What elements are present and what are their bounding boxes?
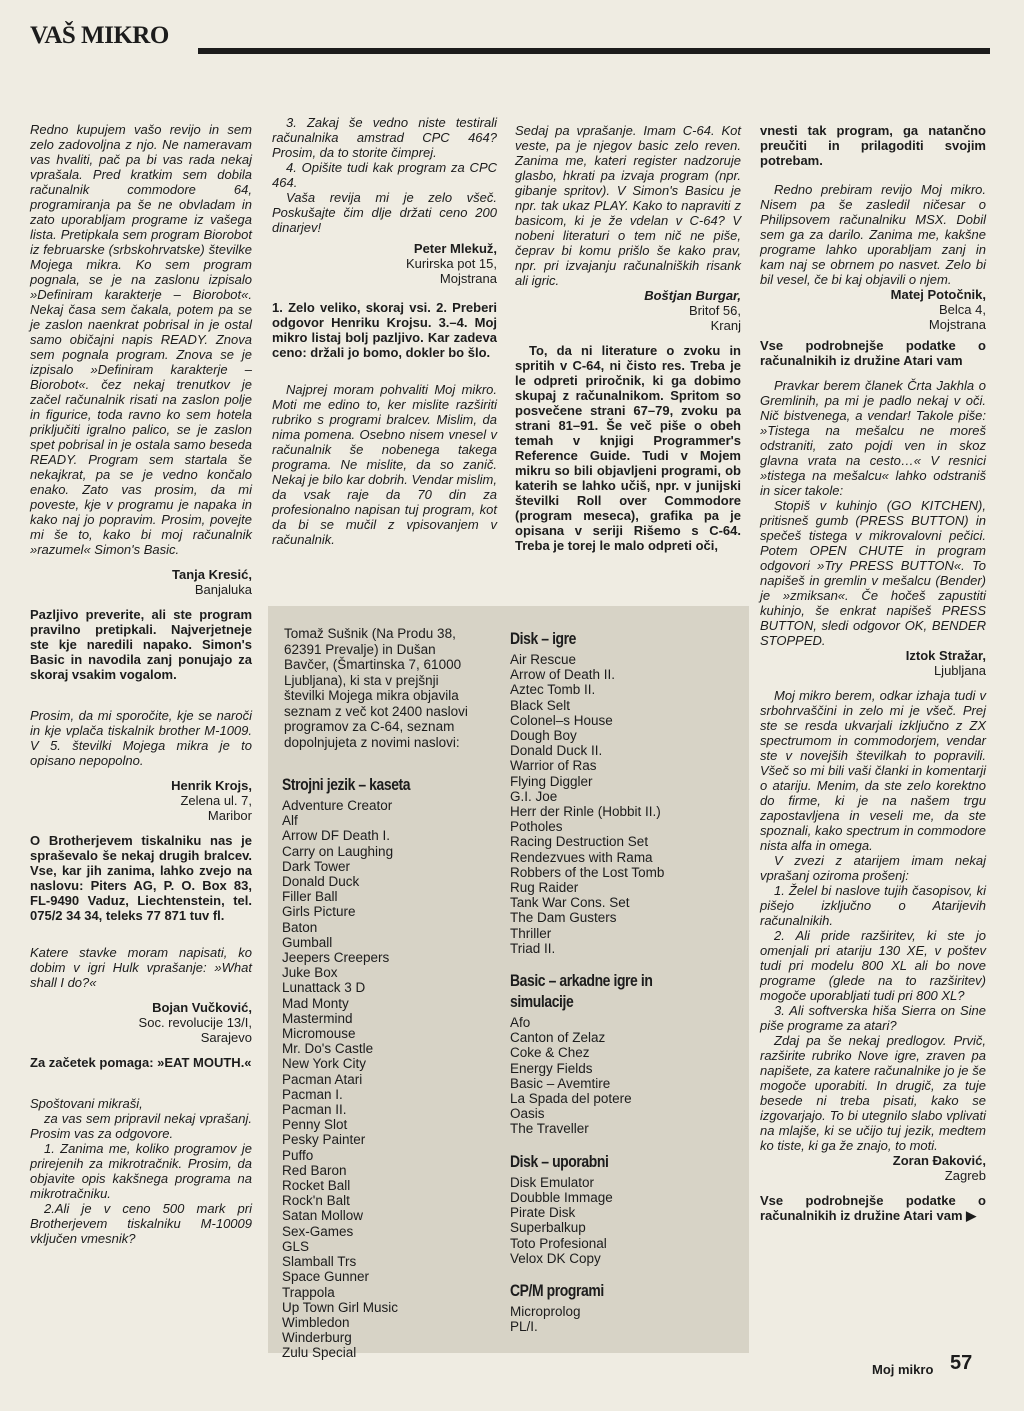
letter-signature: [30, 778, 252, 823]
section-heading: Disk – uporabni: [510, 1151, 609, 1171]
author-name: Henrik Krojs,: [171, 778, 252, 793]
list-item: Oasis: [510, 1106, 545, 1122]
list-item: Gumball: [282, 934, 333, 950]
editor-answer: Za začetek pomaga: »EAT MOUTH.«: [30, 1055, 252, 1070]
list-item: Pacman I.: [282, 1086, 343, 1102]
list-item: Colonel–s House: [510, 712, 613, 728]
letter-text: V zvezi z atarijem imam nekaj vprašanj oziroma prošenj:: [760, 853, 986, 883]
letter-text: 3. Ali softverska hiša Sierra on Sine piše programe za atari?: [760, 1003, 986, 1033]
author-street: Kurirska pot 15,: [405, 256, 497, 271]
editor-answer: 1. Zelo veliko, skoraj vsi. 2. Preberi odgovor Henriku Krojsu. 3.–4. Moj mikro listaj bolj pazljivo. Kar zadeva ceno: držali jo bomo, dokler bo šlo.: [272, 300, 497, 360]
list-item: Pacman II.: [282, 1102, 347, 1118]
list-item: Basic – Avemtire: [510, 1075, 611, 1091]
list-item: Alf: [282, 813, 298, 829]
author-city: Kranj: [710, 318, 741, 333]
letter-text: 4. Opišite tudi kak program za CPC 464.: [272, 160, 497, 190]
list-item: Arrow of Death II.: [510, 667, 616, 683]
list-item: Toto Profesional: [510, 1235, 607, 1251]
column-2: [272, 115, 497, 557]
list-item: Herr der Rinle (Hobbit II.): [510, 804, 661, 820]
letter-text: Najprej moram pohvaliti Moj mikro. Moti me edino to, ker mislite razširiti rubriko s programi bralcev. Mislim, da nima pomena. Osebno nisem vnesel v računalnik še nobenega takega programa. Ne mislite, da so zanič. Nekaj je bilo kar dobrih. Vendar mislim, da vsak raje da 70 din za profesionalno napisan tuj program, kot da bi se mučil z vpisovanjem v računalnik.: [272, 382, 497, 547]
list-item: Robbers of the Lost Tomb: [510, 864, 665, 880]
section-heading: Basic – arkadne igre in simulacije: [510, 971, 653, 1012]
list-item: Rocket Ball: [282, 1178, 351, 1194]
author-name: Matej Potočnik,: [890, 287, 986, 302]
author-name: Iztok Stražar,: [905, 648, 986, 663]
list-item: Rug Raider: [510, 880, 579, 896]
list-item: Triad II.: [510, 940, 556, 956]
list-item: Winderburg: [282, 1330, 352, 1346]
list-item: Racing Destruction Set: [510, 834, 649, 850]
letter-signature: [30, 1000, 252, 1045]
letter-text: Vaša revija mi je zelo všeč. Poskušajte čim dlje držati ceno 200 dinarjev!: [272, 190, 497, 235]
list-item: Arrow DF Death I.: [282, 828, 391, 844]
list-item: GLS: [282, 1238, 310, 1254]
letter-text: 3. Zakaj še vedno niste testirali računalnika amstrad CPC 464? Prosim, da to storite čimprej.: [272, 115, 497, 160]
list-item: Satan Mollow: [282, 1208, 364, 1224]
list-item: Baton: [282, 919, 318, 935]
letter-text: Prosim, da mi sporočite, kje se naroči in kje vplača tiskalnik brother M-1009. V 5. številki Mojega mikra je to opisano nepopolno.: [30, 708, 252, 768]
letter-text: Redno prebiram revijo Moj mikro. Nisem pa še zasledil ničesar o Philipsovem računalniku MSX. Dobil sem ga za darilo. Zanima me, kakšne programe lahko uporabljam zanj in kam naj se obrnem po nasvet. Zelo bi bil vesel, če bi kaj objavili o njem.: [760, 182, 986, 287]
list-item: Donald Duck II.: [510, 743, 603, 759]
list-item: Slamball Trs: [282, 1254, 357, 1270]
author-name: Zoran Đaković,: [892, 1153, 986, 1168]
list-item: Canton of Zelaz: [510, 1030, 606, 1046]
list-item: Wimbledon: [282, 1314, 350, 1330]
page-number: 57: [950, 1352, 973, 1374]
answer-text: Vse podrobnejše podatke o računalnikih iz družine Atari vam: [760, 1193, 986, 1223]
editor-answer: O Brotherjevem tiskalniku nas je spraševalo še nekaj drugih bralcev. Vse, kar jih zanima, lahko zvejo na naslovu: Piters AG, P. O. Box 83, FL-9490 Vaduz, Liechtenstein, tel. 075/2 34 34, teleks 77 871 tuv fl.: [30, 833, 252, 923]
column-4: [760, 123, 986, 1223]
list-item: Sex-Games: [282, 1223, 354, 1239]
letter-text: Moj mikro berem, odkar izhaja tudi v srbohrvaščini in zelo mi je všeč. Prej ste se resda ukvarjali izključno z ZX spectrumom in commodorjem, vendar ste v novejših številkah to popravili. Všeč so mi bili vaši članki in komentarji o atariju. Menim, da ste zelo korektno do firme, ki je na našem trgu zapostavljena in veseli me, da ste spoznali, kako spectrum in commodore nista alfa in omega.: [760, 688, 986, 853]
author-street: Soc. revolucije 13/I,: [138, 1015, 252, 1030]
list-item: Space Gunner: [282, 1269, 370, 1285]
column-1: [30, 122, 252, 1246]
letter-text: Pravkar berem članek Črta Jakhla o Gremlinih, pa mi je padlo nekaj v oči. Nič bistvenega, a vendar! Takole piše: »Tistega na mešalcu ne moreš odstraniti, zato pojdi ven in skoz glavna vrata na cesto…« V resnici »tistega na mešalcu« lahko odstraniš in sicer takole:: [760, 378, 986, 498]
list-item: Mastermind: [282, 1010, 353, 1026]
author-city: Mojstrana: [439, 271, 497, 286]
list-item: Lunattack 3 D: [282, 980, 366, 996]
list-item: Jeepers Creepers: [282, 950, 390, 966]
list-item: Mad Monty: [282, 995, 349, 1011]
list-item: Mr. Do's Castle: [282, 1041, 374, 1057]
box-intro: Tomaž Sušnik (Na Produ 38, 62391 Prevalje) in Dušan Bavčer, (Šmartinska 7, 61000 Ljubljana), ki sta v prejšnji številki Mojega mikra objavila seznam z več kot 2400 naslovi programov za C-64, seznam dopolnjujeta z novimi naslovi:: [284, 626, 468, 750]
list-item: Rendezvues with Rama: [510, 849, 653, 865]
letter-text: 2. Ali pride razširitev, ki ste jo omenjali pri atariju 130 XE, v poštev tudi pri modelu 800 XL ali bo nove programe (glede na to razširitev) mogoče uporabljati tudi pri 800 XL?: [760, 928, 986, 1003]
letter-text: Stopiš v kuhinjo (GO KITCHEN), pritisneš gumb (PRESS BUTTON) in spečeš tistega v mikrovalovni pečici. Potem OPEN CHUTE in program odgovori »Try PRESS BUTTON«. To napišeš in gremlin v mešalcu (Bender) je »zmiksan«. Če hočeš zapustiti kuhinjo, še enkrat napišeš PRESS BUTTON, sledi odgovor OK, BENDER STOPPED.: [760, 498, 986, 648]
list-item: Tank War Cons. Set: [510, 895, 630, 911]
list-item: Filler Ball: [282, 889, 338, 905]
list-item: Coke & Chez: [510, 1045, 590, 1061]
header-rule: [198, 48, 990, 54]
list-item: Pirate Disk: [510, 1205, 576, 1221]
author-city: Maribor: [207, 808, 252, 823]
list-item: Aztec Tomb II.: [510, 682, 596, 698]
letter-signature: [760, 287, 986, 332]
author-street: Belca 4,: [939, 302, 986, 317]
list-item: Rock'n Balt: [282, 1193, 350, 1209]
author-name: Tanja Kresić,: [172, 567, 252, 582]
letter-text: 2.Ali je v ceno 500 mark pri Brotherjevem tiskalniku M-10009 vključen vmesnik?: [30, 1201, 252, 1246]
letter-signature: [515, 288, 741, 333]
list-item: Donald Duck: [282, 874, 360, 890]
list-item: La Spada del potere: [510, 1091, 632, 1107]
list-item: Dough Boy: [510, 728, 577, 744]
editor-answer: vnesti tak program, ga natančno preučiti in prilagoditi svojim potrebam.: [760, 123, 986, 168]
letter-text: Redno kupujem vašo revijo in sem zelo zadovoljna z njo. Ne nameravam vas hvaliti, pač pa bi vas rada nekaj vprašala. Pred kratkim sem dobila računalnik commodore 64, programiranja pa še ne obvladam in zato uporabljam programe iz vašega lista. Pretipkala sem program Biorobot iz februarske (srbskohrvatske) številke Mojega mikra. Ko sem program pognala, se je na zaslonu izpisalo »Definiram karakterje – Biorobot«. Nekaj časa sem čakala, potem pa se je zaslon naenkrat pobrisal in je ostal samo običajni napis READY. Znova sem pognala program. Znova se je izpisalo »Definiram karakterje – Biorobot«. čez nekaj trenutkov je začel računalnik risati na zaslon polje in figurice, toda ravno ko sem hotela priključiti igralno palico, se je zaslon spet pobrisal in je ostala samo beseda READY. Program sem startala še nekajkrat, pa se je vedno končalo enako. Zato vas prosim, da mi poveste, kje v programu je napaka in kako naj jo popravim. Prosim, povejte mi še to, kako bi moj računalnik »razumel« Simon's Basic.: [30, 122, 252, 557]
list-item: Air Rescue: [510, 652, 577, 667]
list-item: The Dam Gusters: [510, 910, 617, 926]
author-city: Mojstrana: [928, 317, 986, 332]
section-heading: Strojni jezik – kaseta: [282, 775, 411, 794]
list-item: Energy Fields: [510, 1060, 593, 1076]
list-item: New York City: [282, 1056, 367, 1072]
list-item: Thriller: [510, 925, 552, 941]
box-right-column: [510, 628, 740, 1334]
list-item: Potholes: [510, 819, 563, 835]
list-item: Afo: [510, 1015, 531, 1031]
program-list: [510, 1175, 740, 1266]
author-street: Britof 56,: [688, 303, 741, 318]
list-item: Microprolog: [510, 1303, 581, 1319]
list-item: Penny Slot: [282, 1117, 348, 1133]
section-heading: CP/M programi: [510, 1280, 604, 1300]
letter-text: Sedaj pa vprašanje. Imam C-64. Kot veste, pa je njegov basic zelo reven. Zanima me, kateri register nadzoruje glasbo, hkrati pa izvaja program (npr. gibanje spritov). V Simon's Basicu je npr. tak ukaz PLAY. Kako to napraviti z basicom, ki je že vdelan v C-64? V nobeni literaturi o tem nič ne piše, čeprav bi komu prišlo še kako prav, npr. pri izvajanju računalniških risank ali igric.: [515, 123, 741, 288]
letter-signature: [30, 567, 252, 597]
letter-signature: [760, 1153, 986, 1183]
list-item: Superbalkup: [510, 1220, 586, 1236]
author-city: Ljubljana: [933, 663, 986, 678]
list-item: Pesky Painter: [282, 1132, 366, 1148]
list-item: Up Town Girl Music: [282, 1299, 399, 1315]
list-item: Girls Picture: [282, 904, 356, 920]
author-name: Boštjan Burgar,: [644, 288, 741, 303]
letter-text: Katere stavke moram napisati, ko dobim v igri Hulk vprašanje: »What shall I do?«: [30, 945, 252, 990]
list-item: G.I. Joe: [510, 788, 558, 804]
box-left-column: [282, 768, 482, 1361]
list-item: Juke Box: [282, 965, 338, 981]
letter-text: za vas sem pripravil nekaj vprašanj. Prosim vas za odgovore.: [30, 1111, 252, 1141]
editor-answer: To, da ni literature o zvoku in spritih v C-64, ni čisto res. Treba je le odpreti priročnik, ki ga dobimo skupaj z računalnikom. Spritom so posvečene strani 67–79, zvoku pa strani 81–91. Še več piše o obeh temah v knjigi Programmer's Reference Guide. Tudi v Mojem mikru so bili objavljeni programi, ob katerih se lahko učiš, npr. v junijski številki Roll over Commodore (program meseca), grafika pa je opisana v seriji Rišemo s C-64. Treba je torej le malo odpreti oči,: [515, 343, 741, 553]
list-item: Black Selt: [510, 697, 571, 713]
list-item: Disk Emulator: [510, 1174, 595, 1190]
section-heading: Disk – igre: [510, 629, 577, 648]
letter-text: Spoštovani mikraši,: [30, 1096, 143, 1111]
author-name: Bojan Vučković,: [152, 1000, 252, 1015]
editor-answer: [760, 1193, 986, 1223]
list-item: Flying Diggler: [510, 773, 593, 789]
program-list: [282, 798, 482, 1361]
letter-signature: [272, 241, 497, 286]
column-3: [515, 123, 741, 563]
arrow-right-icon: ▶: [966, 1208, 977, 1223]
author-street: Zelena ul. 7,: [180, 793, 252, 808]
list-item: Micromouse: [282, 1026, 356, 1042]
list-item: Red Baron: [282, 1162, 347, 1178]
list-item: Warrior of Ras: [510, 758, 597, 774]
program-list: [510, 652, 740, 956]
author-city: Sarajevo: [200, 1030, 252, 1045]
list-item: Dark Tower: [282, 858, 351, 874]
list-item: Pacman Atari: [282, 1071, 363, 1087]
list-item: The Traveller: [510, 1121, 589, 1137]
section-title: VAŠ MIKRO: [30, 22, 169, 49]
editor-answer: Pazljivo preverite, ali ste program pravilno pretipkali. Najverjetneje ste kje naredili napako. Simon's Basic in navodila zanj ponujajo za skoraj vsakim vogalom.: [30, 607, 252, 682]
letter-signature: [760, 648, 986, 678]
author-city: Zagreb: [944, 1168, 986, 1183]
letter-text: Zdaj pa še nekaj predlogov. Prvič, razširite rubriko Nove igre, zraven pa napišete, za katere računalnike jo je še mogoče uporabiti. In drugič, za tuje besede ni treba pisati, kako se izgovarjajo. To bi utegnilo slabo vplivati na mlajše, ki se učijo tuj jezik, medtem ko tiste, ki ga že znajo, to moti.: [760, 1033, 986, 1153]
list-item: Doubble Immage: [510, 1189, 613, 1205]
letter-text: 1. Zanima me, koliko programov je prirejenih za mikrotračnik. Prosim, da objavite opis kakšnega programa na mikrotračniku.: [30, 1141, 252, 1201]
list-item: Trappola: [282, 1284, 335, 1300]
editor-answer: Vse podrobnejše podatke o računalnikih iz družine Atari vam: [760, 338, 986, 368]
footer-magazine: Moj mikro: [872, 1362, 934, 1377]
author-name: Peter Mlekuž,: [413, 241, 497, 256]
list-item: Velox DK Copy: [510, 1250, 601, 1266]
list-item: Zulu Special: [282, 1345, 357, 1361]
list-item: Carry on Laughing: [282, 843, 394, 859]
author-city: Banjaluka: [194, 582, 252, 597]
program-list: [510, 1304, 740, 1334]
program-list: [510, 1015, 740, 1137]
list-item: PL/I.: [510, 1319, 538, 1335]
letter-text: 1. Želel bi naslove tujih časopisov, ki pišejo izključno o Atarijevih računalnikih.: [760, 883, 986, 928]
list-item: Puffo: [282, 1147, 314, 1163]
list-item: Adventure Creator: [282, 798, 393, 813]
